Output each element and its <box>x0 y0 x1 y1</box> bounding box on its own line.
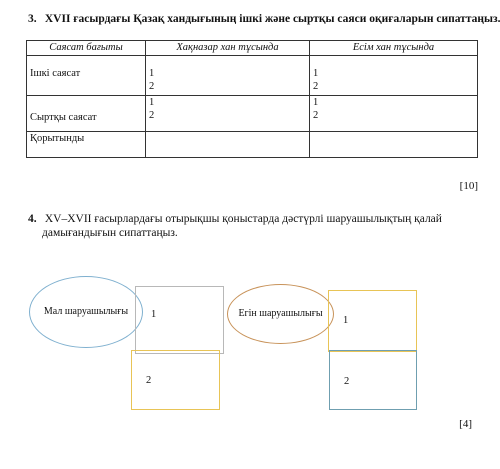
farming-ellipse <box>227 284 334 344</box>
question-4-heading <box>28 212 442 226</box>
line-number: 1 <box>313 97 319 108</box>
cell-internal-esim[interactable] <box>310 56 478 96</box>
livestock-ellipse <box>29 276 143 348</box>
line-number: 1 <box>313 68 319 79</box>
cell-conclusion-haqnazar[interactable] <box>146 132 310 158</box>
line-number: 2 <box>149 81 155 92</box>
line-number: 1 <box>149 68 155 79</box>
livestock-label: Мал шаруашылығы <box>43 306 129 317</box>
livestock-answer-box-1[interactable] <box>135 286 224 354</box>
box-number: 1 <box>343 315 349 326</box>
row-label-conclusion: Қорытынды <box>27 132 146 158</box>
line-number: 2 <box>313 110 319 121</box>
cell-internal-haqnazar[interactable] <box>146 56 310 96</box>
table-header-haqnazar: Хақназар хан тұсында <box>146 41 310 56</box>
box-number: 2 <box>146 375 152 386</box>
livestock-answer-box-2[interactable] <box>131 350 220 410</box>
question-3-heading <box>28 12 500 26</box>
box-number: 2 <box>344 376 350 387</box>
farming-answer-box-2[interactable] <box>329 350 417 410</box>
policy-table <box>26 40 478 158</box>
line-number: 2 <box>149 110 155 121</box>
line-number: 2 <box>313 81 319 92</box>
question-4-number: 4. <box>28 213 37 225</box>
table-row <box>27 96 478 132</box>
cell-conclusion-esim[interactable] <box>310 132 478 158</box>
question-4-text-line2: дамығандығын сипаттаңыз. <box>42 227 178 239</box>
table-header-direction: Саясат бағыты <box>27 41 146 56</box>
cell-external-haqnazar[interactable] <box>146 96 310 132</box>
question-4-text-line1: XV–XVII ғасырлардағы отырықшы қоныстарда дәстүрлі шаруашылықтың қалай <box>44 213 442 225</box>
question-4-marks: [4] <box>459 418 472 430</box>
table-row <box>27 132 478 158</box>
question-3-text: XVII ғасырдағы Қазақ хандығының ішкі және сыртқы саяси оқиғаларын сипаттаңыз. <box>44 13 500 25</box>
line-number: 1 <box>149 97 155 108</box>
farming-answer-box-1[interactable] <box>328 290 417 352</box>
table-header-esim: Есім хан тұсында <box>310 41 478 56</box>
table-row <box>27 56 478 96</box>
row-label-internal: Ішкі саясат <box>27 56 146 96</box>
table-header-row <box>27 41 478 56</box>
question-3-number: 3. <box>28 13 37 25</box>
farming-label: Егін шаруашылығы <box>238 308 323 319</box>
box-number: 1 <box>151 309 157 320</box>
cell-external-esim[interactable] <box>310 96 478 132</box>
row-label-external: Сыртқы саясат <box>27 96 146 132</box>
question-3-marks: [10] <box>459 180 478 192</box>
